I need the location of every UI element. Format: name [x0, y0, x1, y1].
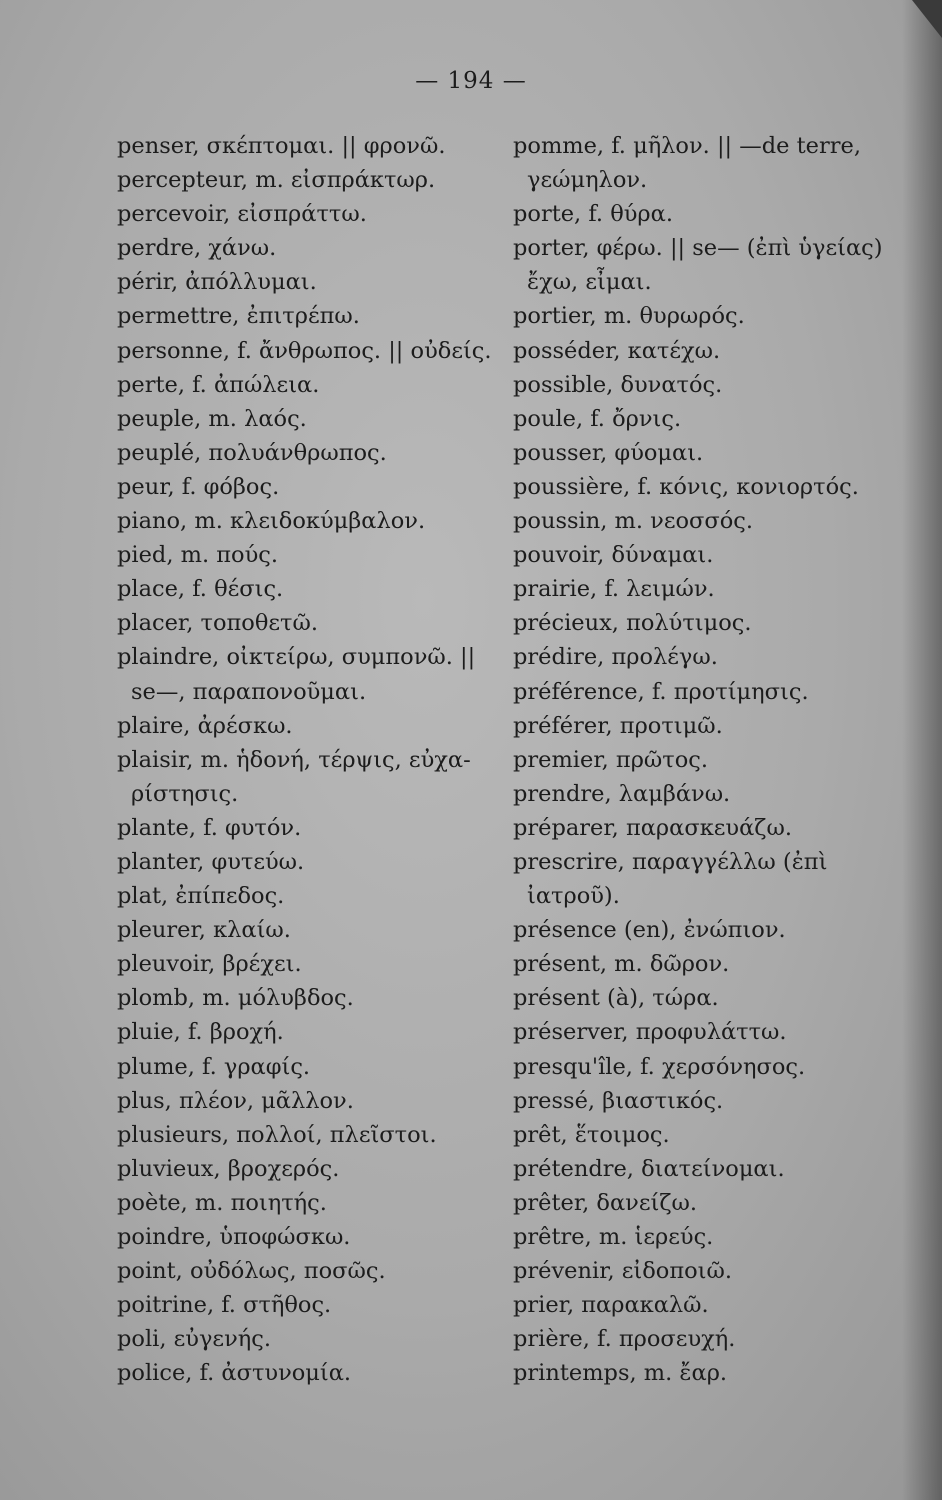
- dictionary-entry: prêt, ἕτοιμος.: [513, 1121, 670, 1148]
- dictionary-entry: poindre, ὑποφώσκω.: [117, 1224, 351, 1250]
- page-edge-shadow: [902, 0, 942, 1500]
- dictionary-entry: plusieurs, πολλοί, πλεῖστοι.: [117, 1121, 437, 1148]
- dictionary-entry: poussin, m. νεοσσός.: [513, 508, 754, 535]
- dictionary-entry: plaindre, οἰκτείρω, συμπονῶ. ||: [117, 644, 476, 671]
- dictionary-entry: porter, φέρω. || se— (ἐπὶ ὑγείας): [513, 235, 883, 262]
- dictionary-entry: premier, πρῶτος.: [513, 746, 709, 773]
- page-number: — 194 —: [415, 68, 527, 94]
- dictionary-entry: préférer, προτιμῶ.: [513, 712, 723, 739]
- dictionary-entry-continuation: ἰατροῦ).: [527, 883, 620, 910]
- dictionary-entry: présence (en), ἐνώπιον.: [513, 917, 786, 944]
- dictionary-entry: police, f. ἀστυνομία.: [117, 1360, 352, 1387]
- dictionary-entry: prier, παρακαλῶ.: [513, 1292, 709, 1319]
- dictionary-entry-continuation: ρίστησις.: [131, 780, 239, 807]
- dictionary-entry: planter, φυτεύω.: [117, 848, 305, 875]
- dictionary-entry: prairie, f. λειμών.: [513, 576, 715, 603]
- dictionary-entry: poli, εὐγενής.: [117, 1326, 271, 1353]
- dictionary-entry: préparer, παρασκευάζω.: [513, 814, 792, 841]
- dictionary-entry: pressé, βιαστικός.: [513, 1087, 724, 1114]
- dictionary-entry: prêter, δανείζω.: [513, 1189, 698, 1216]
- dictionary-entry: printemps, m. ἔαρ.: [513, 1360, 728, 1387]
- dictionary-entry: pluvieux, βροχερός.: [117, 1155, 340, 1182]
- dictionary-entry: prédire, προλέγω.: [513, 644, 718, 671]
- dictionary-entry: pleuvoir, βρέχει.: [117, 951, 302, 978]
- dictionary-entry: place, f. θέσις.: [117, 576, 284, 603]
- dictionary-entry-continuation: ἔχω, εἶμαι.: [527, 269, 652, 296]
- dictionary-entry: portier, m. θυρωρός.: [513, 303, 745, 330]
- dictionary-entry: pousser, φύομαι.: [513, 439, 704, 466]
- dictionary-entry: perdre, χάνω.: [117, 235, 277, 262]
- dictionary-entry: pluie, f. βροχή.: [117, 1019, 284, 1046]
- dictionary-entry: presqu'île, f. χερσόνησος.: [513, 1053, 806, 1080]
- dictionary-entry: pied, m. πούς.: [117, 542, 279, 569]
- dictionary-entry: plume, f. γραφίς.: [117, 1053, 311, 1080]
- dictionary-entry: poussière, f. κόνις, κονιορτός.: [513, 473, 859, 500]
- dictionary-entry: porte, f. θύρα.: [513, 201, 673, 228]
- dictionary-entry-continuation: se—, παραπονοῦμαι.: [131, 678, 367, 705]
- dictionary-entry: pleurer, κλαίω.: [117, 917, 291, 944]
- dictionary-entry: prévenir, εἰδοποιῶ.: [513, 1258, 733, 1285]
- dictionary-entry: posséder, κατέχω.: [513, 337, 721, 364]
- dictionary-entry: placer, τοποθετῶ.: [117, 610, 318, 637]
- dictionary-entry: pomme, f. μῆλον. || —de terre,: [513, 133, 861, 159]
- dictionary-entry: périr, ἀπόλλυμαι.: [117, 269, 317, 296]
- right-column: [513, 129, 908, 1390]
- dictionary-entry: prétendre, διατείνομαι.: [513, 1155, 785, 1182]
- dictionary-entry: présent, m. δῶρον.: [513, 951, 730, 978]
- dictionary-entry: percevoir, εἰσπράττω.: [117, 201, 367, 228]
- dictionary-entry: poule, f. ὄρνις.: [513, 405, 682, 432]
- dictionary-entry: personne, f. ἄνθρωπος. || οὐδείς.: [117, 337, 492, 364]
- dictionary-entry-continuation: γεώμηλον.: [527, 167, 648, 194]
- dictionary-entry: prendre, λαμβάνω.: [513, 780, 731, 807]
- dictionary-entry: préserver, προφυλάττω.: [513, 1019, 787, 1046]
- dictionary-entry: peuple, m. λαός.: [117, 405, 307, 432]
- dictionary-entry: pouvoir, δύναμαι.: [513, 542, 714, 569]
- dictionary-entry: précieux, πολύτιμος.: [513, 610, 752, 637]
- dictionary-entry: préférence, f. προτίμησις.: [513, 678, 809, 705]
- dictionary-entry: plaire, ἀρέσκω.: [117, 712, 293, 739]
- dictionary-entry: plante, f. φυτόν.: [117, 814, 302, 841]
- dictionary-entry: peur, f. φόβος.: [117, 473, 280, 500]
- dictionary-entry: piano, m. κλειδοκύμβαλον.: [117, 508, 426, 535]
- dictionary-entry: plus, πλέον, μᾶλλον.: [117, 1087, 354, 1114]
- left-column: [117, 129, 492, 1390]
- dictionary-entry: penser, σκέπτομαι. || φρονῶ.: [117, 133, 446, 159]
- page-corner-fold: [912, 0, 942, 38]
- dictionary-entry: peuplé, πολυάνθρωπος.: [117, 439, 387, 466]
- dictionary-entry: point, οὐδόλως, ποσῶς.: [117, 1258, 386, 1285]
- dictionary-entry: poitrine, f. στῆθος.: [117, 1292, 332, 1319]
- dictionary-entry: prescrire, παραγγέλλω (ἐπὶ: [513, 848, 828, 875]
- dictionary-entry: percepteur, m. εἰσπράκτωρ.: [117, 167, 436, 194]
- dictionary-entry: prêtre, m. ἱερεύς.: [513, 1224, 714, 1250]
- dictionary-entry: plaisir, m. ἡδονή, τέρψις, εὐχα-: [117, 746, 471, 773]
- dictionary-entry: plomb, m. μόλυβδος.: [117, 985, 354, 1012]
- dictionary-entry: perte, f. ἀπώλεια.: [117, 371, 320, 398]
- dictionary-entry: présent (à), τώρα.: [513, 985, 719, 1012]
- dictionary-entry: prière, f. προσευχή.: [513, 1326, 736, 1353]
- dictionary-entry: possible, δυνατός.: [513, 371, 723, 398]
- dictionary-entry: plat, ἐπίπεδος.: [117, 883, 285, 910]
- dictionary-entry: poète, m. ποιητής.: [117, 1189, 327, 1216]
- dictionary-entry: permettre, ἐπιτρέπω.: [117, 303, 360, 330]
